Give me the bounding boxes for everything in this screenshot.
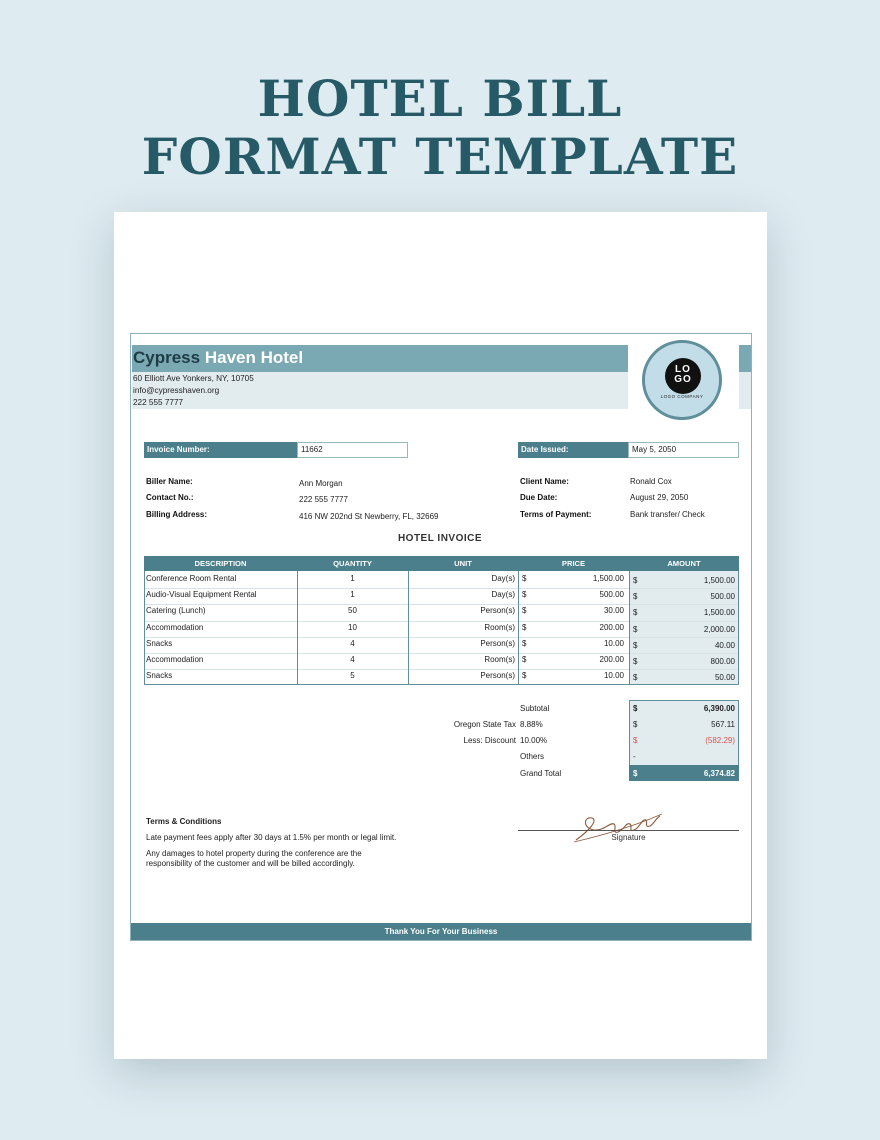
tax-label: Oregon State Tax	[453, 720, 516, 729]
row-price: 200.00	[599, 622, 624, 632]
row-unit: Day(s)	[491, 590, 515, 600]
hotel-name-part2: Haven Hotel	[204, 348, 304, 367]
row-description: Accommodation	[146, 655, 204, 664]
row-quantity: 5	[350, 671, 355, 681]
row-price-currency: $	[522, 606, 527, 616]
row-price-currency: $	[522, 574, 527, 583]
terms-line-1: Late payment fees apply after 30 days at 1.5% per month or legal limit.	[146, 833, 397, 842]
row-description: Accommodation	[146, 622, 204, 632]
row-unit: Person(s)	[480, 606, 515, 616]
due-date-value: August 29, 2050	[630, 493, 689, 502]
due-date-label: Due Date:	[520, 493, 558, 502]
terms-title: Terms & Conditions	[146, 817, 222, 826]
others-label: Others	[520, 752, 545, 761]
row-price: 200.00	[599, 655, 624, 664]
terms-of-payment-label: Terms of Payment:	[520, 510, 592, 519]
footer-bar: Thank You For Your Business	[131, 923, 751, 940]
contact-label: Contact No.:	[146, 493, 194, 502]
row-quantity: 1	[350, 590, 355, 600]
row-price: 10.00	[603, 671, 624, 681]
tax-currency: $	[633, 720, 638, 729]
row-quantity: 10	[348, 622, 357, 632]
date-issued-label: Date Issued:	[518, 442, 628, 458]
terms-line-2: Any damages to hotel property during the conference are the responsibility of the customer and will be billed accordingly.	[146, 849, 362, 868]
signature-line	[518, 830, 739, 831]
logo-text-line1: LO	[675, 364, 691, 375]
row-description: Snacks	[146, 638, 173, 648]
hotel-phone: 222 555 7777	[133, 398, 184, 407]
row-unit: Person(s)	[480, 638, 515, 648]
client-name-value: Ronald Cox	[630, 477, 672, 486]
discount-rate: 10.00%	[520, 736, 548, 745]
page-title-line2: FORMAT TEMPLATE	[141, 127, 739, 186]
row-amount-currency: $	[633, 673, 638, 683]
column-divider	[518, 571, 519, 685]
row-quantity: 4	[350, 655, 355, 664]
tax-rate: 8.88%	[520, 720, 543, 729]
hotel-address: 60 Elliott Ave Yonkers, NY, 10705	[133, 374, 254, 383]
client-name-label: Client Name:	[520, 477, 569, 486]
column-divider	[629, 571, 630, 685]
discount-value: (582.29)	[705, 736, 735, 745]
row-amount-currency: $	[633, 608, 638, 618]
row-price-currency: $	[522, 655, 527, 664]
header-quantity: QUANTITY	[297, 556, 408, 571]
invoice-title: HOTEL INVOICE	[397, 533, 483, 544]
header-side-bar	[739, 345, 751, 372]
grand-total-currency: $	[633, 769, 638, 778]
column-divider	[408, 571, 409, 685]
others-value: -	[633, 752, 636, 761]
row-amount: 1,500.00	[703, 576, 735, 585]
row-amount: 40.00	[714, 640, 735, 650]
row-price: 500.00	[599, 590, 624, 600]
invoice-number-label: Invoice Number:	[144, 442, 297, 458]
discount-currency: $	[633, 736, 638, 745]
row-amount: 2,000.00	[703, 624, 735, 634]
billing-address-value: 416 NW 202nd St Newberry, FL, 32669	[299, 512, 439, 521]
terms-of-payment-value: Bank transfer/ Check	[630, 510, 705, 519]
company-logo	[665, 358, 701, 394]
header-unit: UNIT	[408, 556, 518, 571]
row-price-currency: $	[522, 622, 527, 632]
grand-total-value: 6,374.82	[703, 769, 735, 778]
row-amount-currency: $	[633, 576, 638, 585]
discount-label: Less: Discount	[463, 736, 516, 745]
table-border	[144, 556, 739, 685]
row-price-currency: $	[522, 671, 527, 681]
row-amount-currency: $	[633, 624, 638, 634]
row-description: Audio-Visual Equipment Rental	[146, 590, 257, 600]
row-amount: 800.00	[710, 657, 735, 666]
row-amount: 50.00	[714, 673, 735, 683]
row-description: Catering (Lunch)	[146, 606, 206, 616]
page-title	[0, 70, 880, 186]
date-issued-field[interactable]: May 5, 2050	[628, 442, 739, 458]
row-amount-currency: $	[633, 640, 638, 650]
hotel-email: info@cypresshaven.org	[133, 386, 220, 395]
header-description: DESCRIPTION	[144, 556, 297, 571]
row-unit: Person(s)	[480, 671, 515, 681]
row-price: 10.00	[603, 638, 624, 648]
row-amount: 500.00	[710, 592, 735, 602]
hotel-name	[133, 347, 303, 369]
row-unit: Day(s)	[491, 574, 515, 583]
header-amount: AMOUNT	[629, 556, 739, 571]
row-quantity: 50	[348, 606, 357, 616]
invoice-number-field[interactable]: 11662	[297, 442, 408, 458]
row-price: 30.00	[603, 606, 624, 616]
row-unit: Room(s)	[484, 655, 515, 664]
header-price: PRICE	[518, 556, 629, 571]
row-price-currency: $	[522, 638, 527, 648]
logo-subtext: LOGO COMPANY	[660, 394, 704, 399]
subtotal-currency: $	[633, 704, 638, 713]
subtotal-label: Subtotal	[520, 704, 550, 713]
subtotal-value: 6,390.00	[703, 704, 735, 713]
logo-text-line2: GO	[674, 374, 692, 385]
row-price: 1,500.00	[592, 574, 624, 583]
row-description: Snacks	[146, 671, 173, 681]
row-unit: Room(s)	[484, 622, 515, 632]
row-amount-currency: $	[633, 657, 638, 666]
contact-value: 222 555 7777	[299, 495, 348, 504]
biller-name-value: Ann Morgan	[299, 479, 343, 488]
row-quantity: 1	[350, 574, 355, 583]
billing-address-label: Billing Address:	[146, 510, 208, 519]
row-quantity: 4	[350, 638, 355, 648]
tax-value: 567.11	[711, 720, 735, 729]
row-price-currency: $	[522, 590, 527, 600]
column-divider	[297, 571, 298, 685]
row-amount-currency: $	[633, 592, 638, 602]
signature-label: Signature	[611, 833, 646, 842]
grand-total-label: Grand Total	[520, 769, 562, 778]
hotel-name-part1: Cypress	[133, 348, 201, 367]
page-title-line1: HOTEL BILL	[257, 69, 623, 128]
row-description: Conference Room Rental	[146, 574, 237, 583]
row-amount: 1,500.00	[703, 608, 735, 618]
header-side-panel	[739, 372, 751, 409]
biller-name-label: Biller Name:	[146, 477, 193, 486]
